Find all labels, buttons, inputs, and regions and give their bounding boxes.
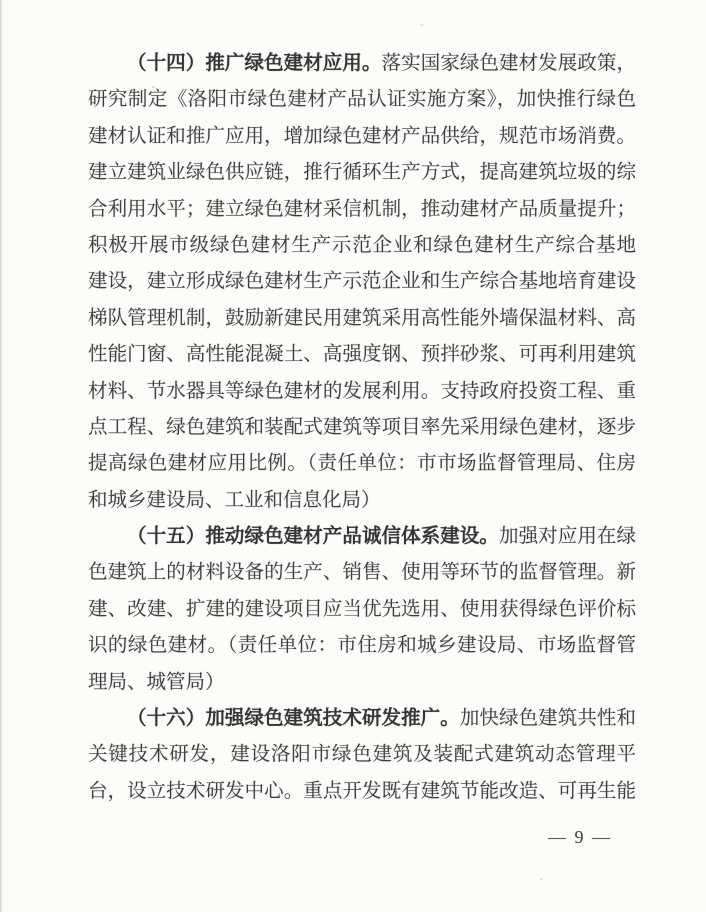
paragraph: [88, 701, 636, 810]
section-heading: （十六）加强绿色建筑技术研发推广。: [127, 708, 460, 730]
section-lead-text: 加快绿色建筑共性和: [459, 708, 636, 730]
paragraph: [88, 46, 636, 519]
text-line: 研究制定《洛阳市绿色建材产品认证实施方案》，加快推行绿色: [88, 89, 636, 111]
section-lead-text: 落实国家绿色建材发展政策，: [381, 53, 636, 74]
text-line: [88, 46, 636, 82]
text-line: 建材认证和推广应用，增加绿色建材产品供给，规范市场消费。: [88, 125, 636, 147]
document-body: [88, 46, 636, 810]
text-line: 和城乡建设局、工业和信息化局）: [88, 489, 381, 511]
section-heading: （十五）推动绿色建材产品诚信体系建设。: [127, 526, 499, 548]
text-line: 材料、节水器具等绿色建材的发展利用。支持政府投资工程、重: [88, 380, 636, 402]
text-line: 合利用水平；建立绿色建材采信机制，推动建材产品质量提升；: [88, 198, 636, 220]
text-line: 识的绿色建材。（责任单位：市住房和城乡建设局、市场监督管: [88, 635, 636, 657]
text-line: 梯队管理机制，鼓励新建民用建筑采用高性能外墙保温材料、高: [88, 307, 636, 329]
text-line: 提高绿色建材应用比例。（责任单位：市市场监督管理局、住房: [88, 453, 636, 475]
text-line: 建立建筑业绿色供应链，推行循环生产方式，提高建筑垃圾的综: [88, 162, 636, 184]
text-line: 理局、城管局）: [88, 671, 225, 693]
text-line: [88, 701, 636, 737]
page-number: — 9 —: [548, 827, 612, 847]
section-heading: （十四）推广绿色建材应用。: [127, 53, 382, 74]
scan-speckle: [540, 878, 543, 880]
section-lead-text: 加强对应用在绿: [499, 526, 636, 548]
text-line: [88, 519, 636, 555]
text-line: 建设，建立形成绿色建材生产示范企业和生产综合基地培育建设: [88, 271, 636, 293]
text-line: 色建筑上的材料设备的生产、销售、使用等环节的监督管理。新: [88, 562, 636, 584]
text-line: 关键技术研发，建设洛阳市绿色建筑及装配式建筑动态管理平: [88, 744, 636, 766]
text-line: 建、改建、扩建的建设项目应当优先选用、使用获得绿色评价标: [88, 598, 636, 620]
text-line: 性能门窗、高性能混凝土、高强度钢、预拌砂浆、可再利用建筑: [88, 344, 636, 366]
text-line: 积极开展市级绿色建材生产示范企业和绿色建材生产综合基地: [88, 234, 636, 256]
paragraph: [88, 519, 636, 701]
scan-edge-shadow: [0, 0, 3, 912]
text-line: 台，设立技术研发中心。重点开发既有建筑节能改造、可再生能: [88, 780, 636, 802]
text-line: 点工程、绿色建筑和装配式建筑等项目率先采用绿色建材，逐步: [88, 416, 636, 438]
scan-speckle: [420, 24, 424, 26]
